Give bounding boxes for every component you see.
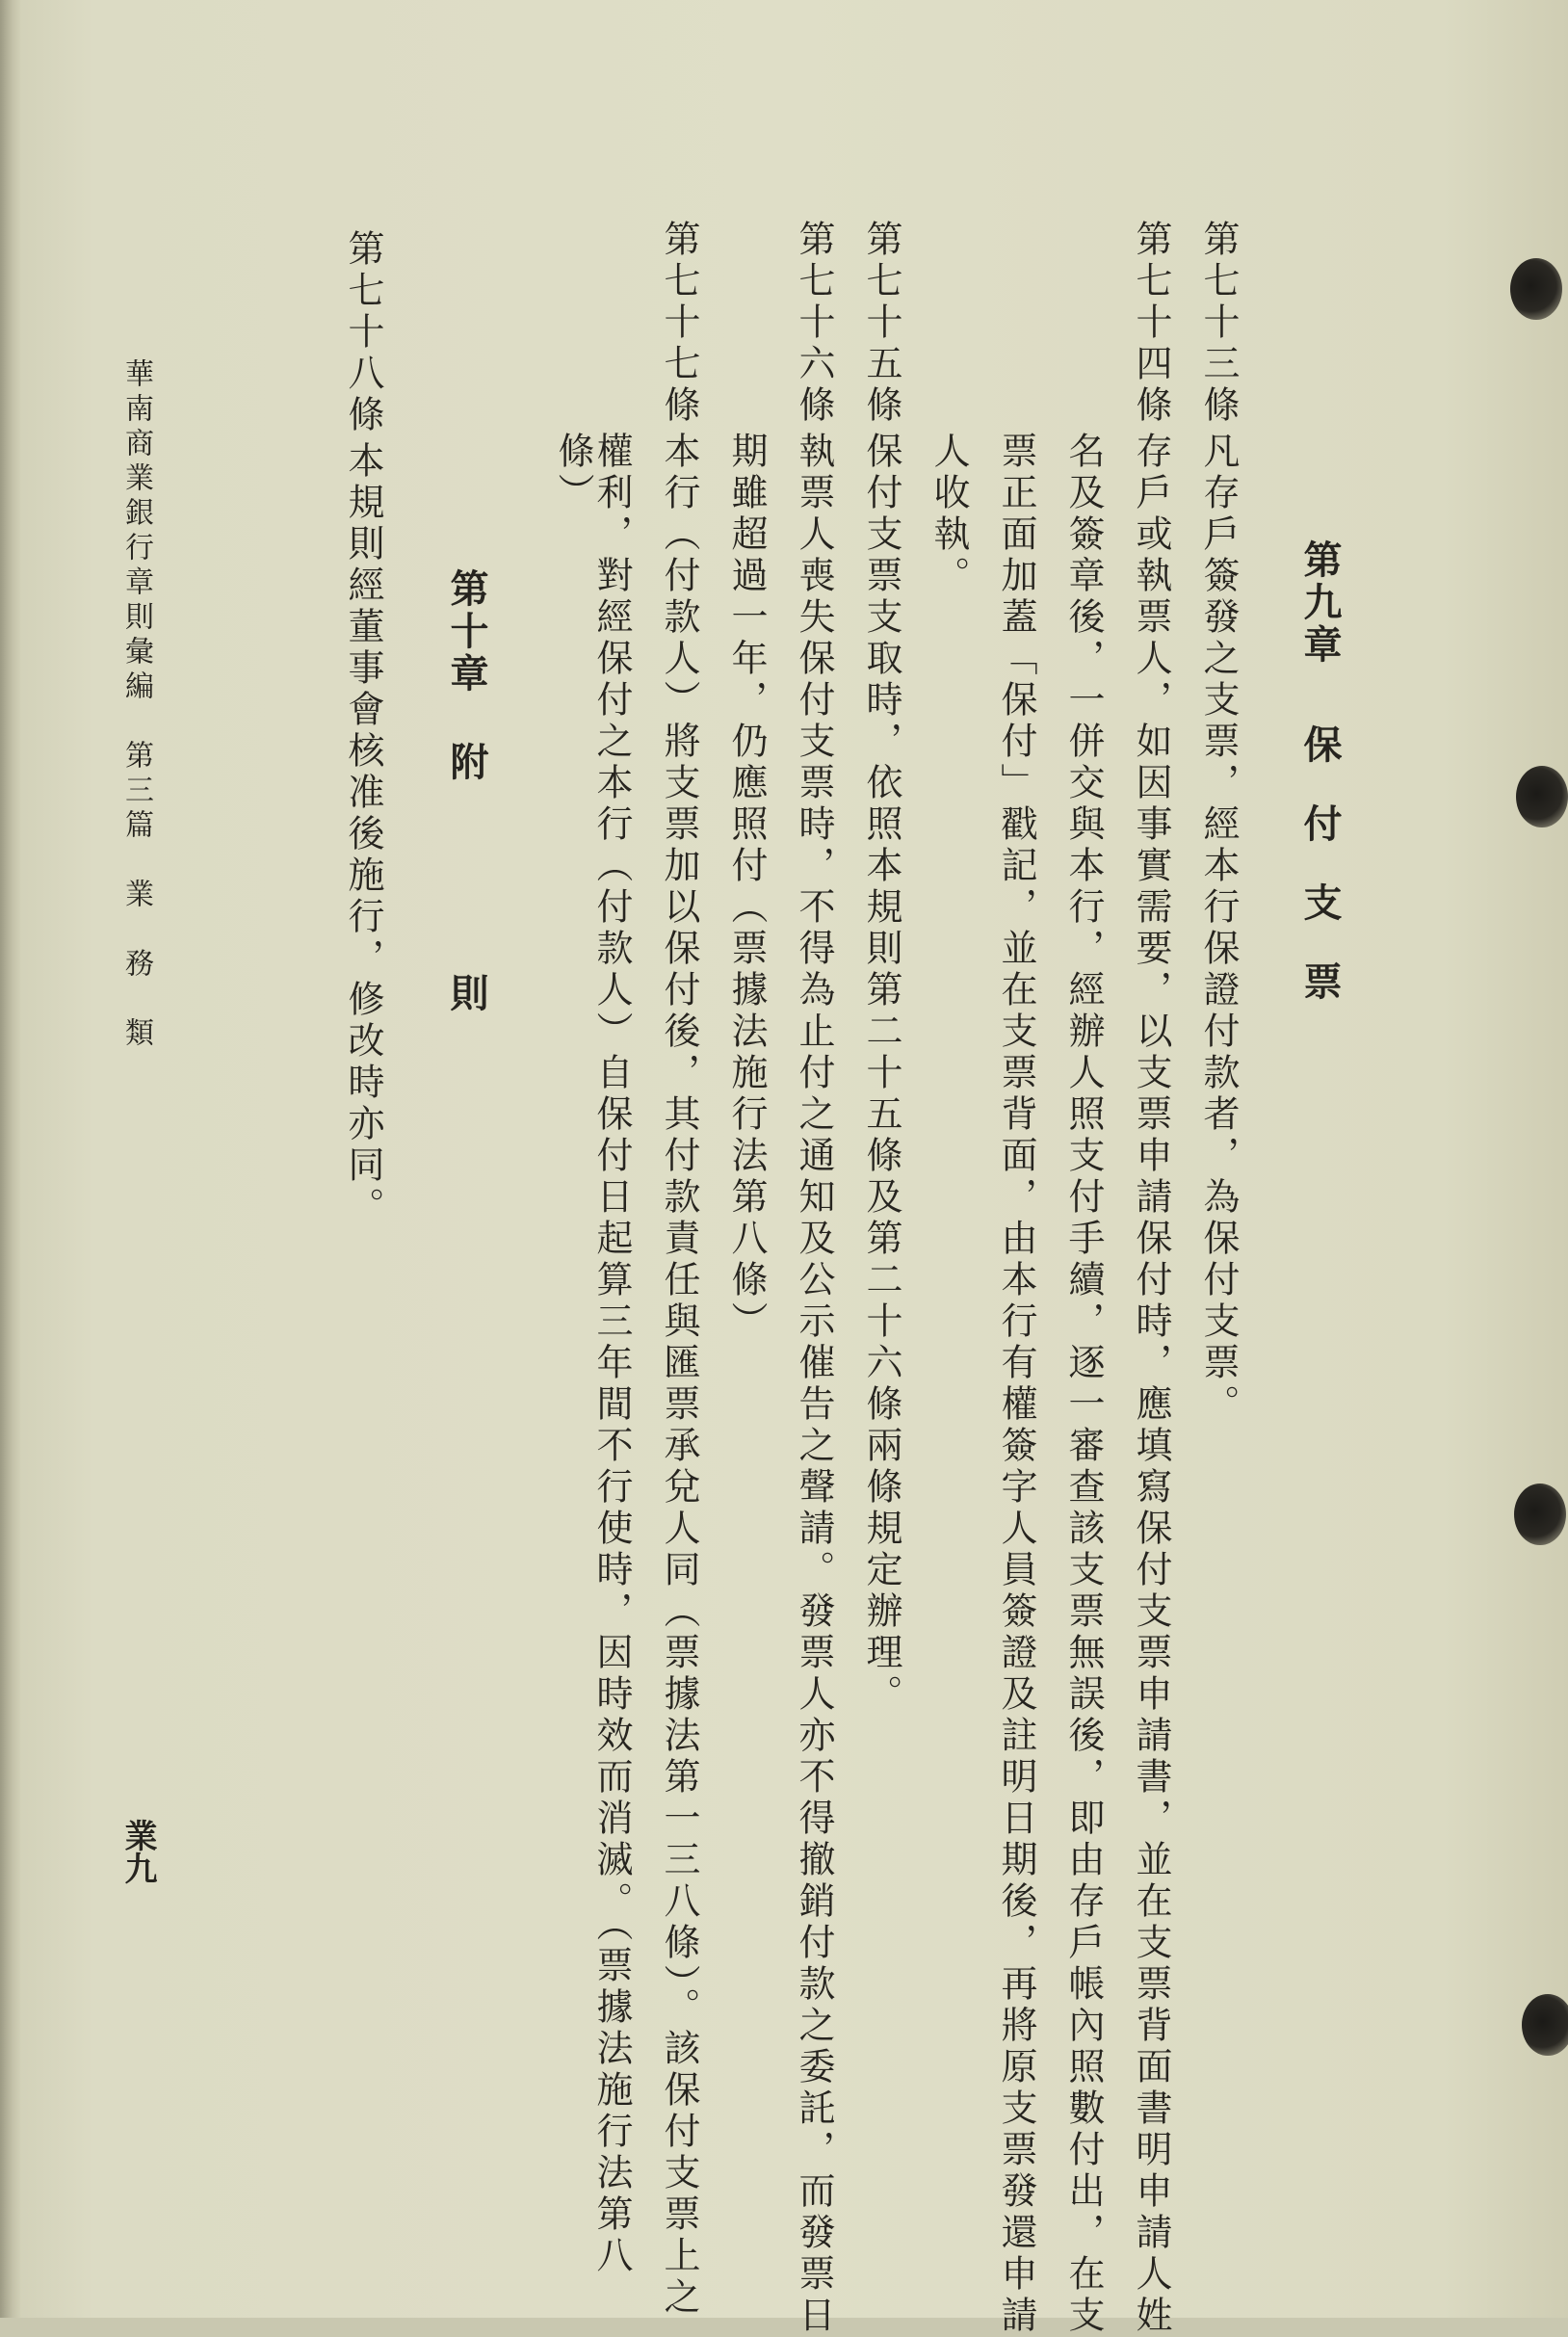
article-text-line: 權利，對經保付之本行（付款人）自保付日起算三年間不行使時，因時效而消滅。（票據法施行法第八: [590, 432, 633, 2277]
article-number: 第七十三條: [1197, 220, 1240, 427]
article-number: 第七十七條: [658, 220, 700, 427]
chapter-number: 第九章: [1297, 539, 1342, 667]
article-text-line: 保付支票支取時，依照本規則第二十五條及第二十六條兩條規定辦理。: [860, 432, 902, 1716]
article-number: 第七十四條: [1130, 220, 1172, 427]
article-number: 第七十六條: [793, 220, 835, 427]
punch-hole: [1514, 1484, 1566, 1545]
chapter-title: 附則: [444, 742, 488, 1204]
chapter-heading: [1297, 539, 1342, 667]
article-number: 第七十五條: [860, 220, 902, 427]
article-text-line: 名及簽章後，一併交與本行，經辦人照支付手續，逐一審查該支票無誤後，即由存戶帳內照數付出，在支: [1062, 432, 1105, 2337]
article-text-line: 條）: [552, 432, 594, 514]
article-text-line: 執票人喪失保付支票時，不得為止付之通知及公示催告之聲請。發票人亦不得撤銷付款之委託，而發票日: [793, 432, 835, 2337]
article-text-line: 票正面加蓋「保付」戳記，並在支票背面，由本行有權簽字人員簽證及註明日期後，再將原支票發還申請: [995, 432, 1037, 2337]
article-text-line: 本規則經董事會核准後施行，修改時亦同。: [342, 441, 384, 1228]
article-text-line: 存戶或執票人，如因事實需要，以支票申請保付時，應填寫保付支票申請書，並在支票背面書明申請人姓: [1130, 432, 1172, 2337]
chapter-heading: [444, 568, 488, 696]
chapter-title: 保付支票: [1297, 724, 1342, 1040]
page-number: 業九: [118, 1819, 157, 1884]
article-text-line: 人收執。: [928, 432, 970, 597]
article-text-line: 本行（付款人）將支票加以保付後，其付款責任與匯票承兌人同（票據法第一三八條）。該保付支票上之: [658, 432, 700, 2319]
article-text-line: 期雖超過一年，仍應照付（票據法施行法第八條）: [725, 432, 768, 1343]
binding-edge: [0, 0, 21, 2318]
chapter-number: 第十章: [444, 568, 488, 696]
running-head: 華南商業銀行章則彙編 第三篇 業 務 類: [119, 358, 153, 1052]
article-text-line: 凡存戶簽發之支票，經本行保證付款者，為保付支票。: [1197, 432, 1240, 1426]
punch-hole: [1522, 1994, 1568, 2056]
article-number: 第七十八條: [342, 229, 384, 436]
punch-hole: [1510, 258, 1562, 320]
punch-hole: [1516, 766, 1568, 827]
